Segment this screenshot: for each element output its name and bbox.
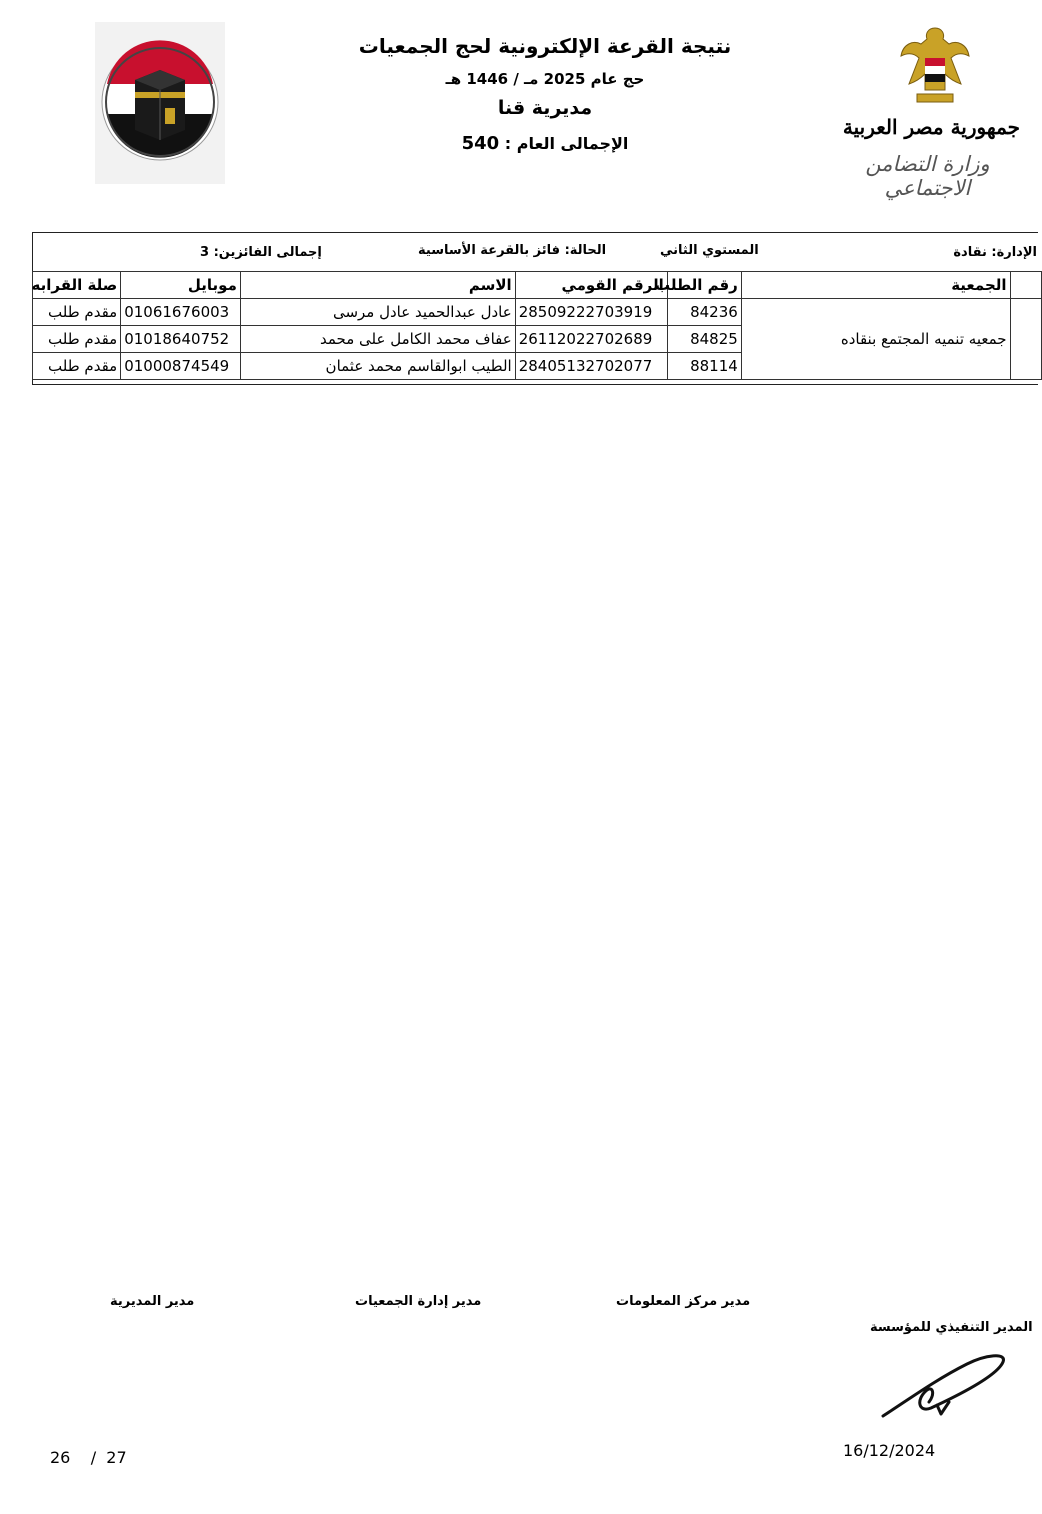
header-national-id: الرقم القومي <box>515 272 667 299</box>
eagle-emblem-icon <box>895 24 975 110</box>
winners-table <box>32 271 1042 380</box>
table-header-row <box>33 272 1042 299</box>
empty-cell <box>1010 272 1041 299</box>
administration-label: الإدارة: نقادة <box>953 245 1037 260</box>
document-title: نتيجة القرعة الإلكترونية لحج الجمعيات <box>358 34 732 58</box>
request-no-cell: 84236 <box>667 299 741 326</box>
print-date: 16/12/2024 <box>843 1441 936 1460</box>
relation-cell: مقدم طلب <box>33 353 121 380</box>
directorate-name: مديرية قنا <box>497 97 593 119</box>
ministry-name: وزارة التضامن الاجتماعي <box>865 152 990 200</box>
relation-cell: مقدم طلب <box>33 299 121 326</box>
table-row <box>33 299 1042 326</box>
status-value: فائز بالقرعة الأساسية <box>418 243 561 258</box>
hajj-year: حج عام 2025 مـ / 1446 هـ <box>445 70 645 88</box>
name-cell: عفاف محمد الكامل على محمد <box>240 326 515 353</box>
republic-name: جمهورية مصر العربية <box>842 115 1020 139</box>
mobile-cell: 01000874549 <box>121 353 241 380</box>
mobile-cell: 01018640752 <box>121 326 241 353</box>
header-mobile: موبايل <box>121 272 241 299</box>
header-relation: صلة القرابه <box>33 272 121 299</box>
executive-director-label: المدير التنفيذي للمؤسسة <box>870 1320 1033 1335</box>
name-cell: عادل عبدالحميد عادل مرسى <box>240 299 515 326</box>
grand-total <box>380 133 710 154</box>
relation-cell: مقدم طلب <box>33 326 121 353</box>
winners-label: إجمالى الفائزين: <box>213 245 322 260</box>
level-label: المستوي الثاني <box>660 243 759 258</box>
status-label: الحالة: <box>564 243 607 258</box>
header-association: الجمعية <box>741 272 1010 299</box>
empty-cell <box>1010 299 1041 380</box>
request-no-cell: 88114 <box>667 353 741 380</box>
winners-value: 3 <box>200 245 210 260</box>
name-cell: الطيب ابوالقاسم محمد عثمان <box>240 353 515 380</box>
association-cell: جمعيه تنميه المجتمع بنقاده <box>741 299 1010 380</box>
national-id-cell: 28509222703919 <box>515 299 667 326</box>
associations-manager-label: مدير إدارة الجمعيات <box>355 1294 482 1309</box>
hajj-foundation-logo <box>95 22 225 184</box>
page-number: 26 / 27 <box>50 1448 127 1467</box>
directorate-manager-label: مدير المديرية <box>110 1294 195 1309</box>
status-info <box>418 243 606 258</box>
grand-total-value: 540 <box>461 133 500 154</box>
header-name: الاسم <box>240 272 515 299</box>
request-no-cell: 84825 <box>667 326 741 353</box>
mobile-cell: 01061676003 <box>121 299 241 326</box>
national-id-cell: 28405132702077 <box>515 353 667 380</box>
winners-info <box>200 245 322 260</box>
info-center-manager-label: مدير مركز المعلومات <box>616 1294 751 1309</box>
handwritten-signature <box>875 1350 1015 1425</box>
grand-total-label: الإجمالى العام : <box>504 134 629 153</box>
national-id-cell: 26112022702689 <box>515 326 667 353</box>
header-request-no: رقم الطلب <box>667 272 741 299</box>
